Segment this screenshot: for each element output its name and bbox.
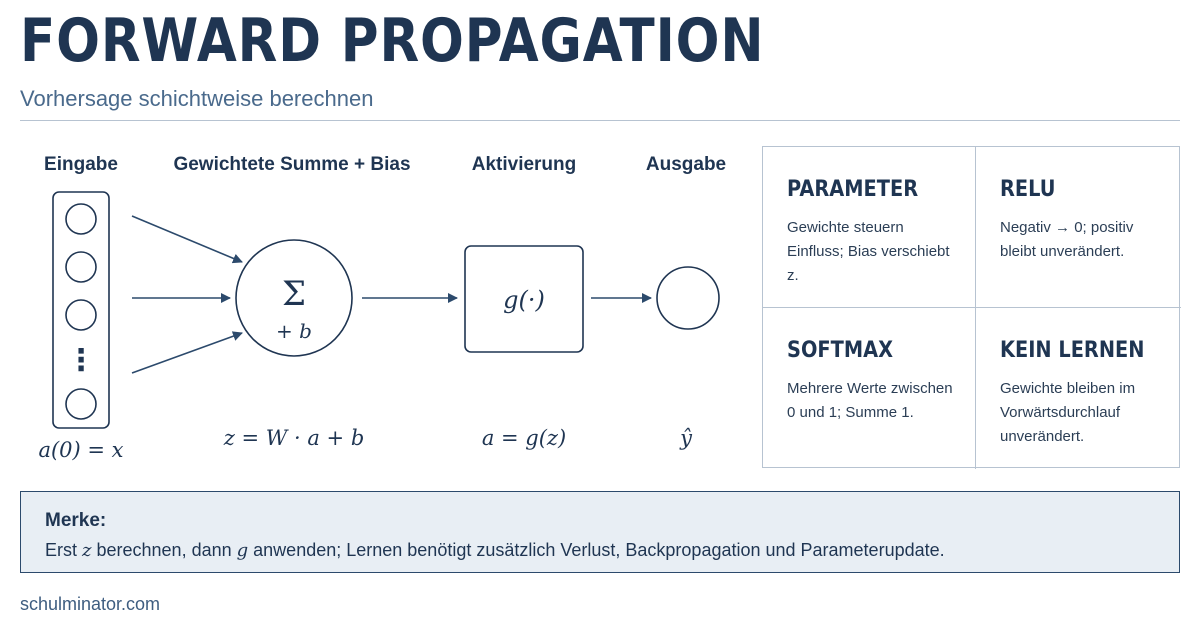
note-text [45,540,1155,561]
card-text: Mehrere Werte zwischen 0 und 1; Summe 1. [787,380,953,421]
label-weighted-sum: Gewichtete Summe + Bias [173,154,411,175]
note-text-part: berechnen, dann [91,540,237,560]
card-softmax [763,307,975,469]
formula-input: a(0) = x [38,438,124,462]
input-neuron [66,300,96,330]
card-title: RELU [1000,177,1056,202]
info-grid [762,146,1180,468]
card-title: SOFTMAX [787,338,894,363]
label-activation: Aktivierung [471,154,577,175]
page-subtitle: Vorhersage schichtweise berechnen [20,86,374,111]
formula-weighted-sum: z = W · a + b [223,426,365,450]
input-ellipsis: ⋮ [66,343,96,378]
network-diagram [0,0,760,470]
note-box [20,491,1180,573]
card-title: PARAMETER [787,177,919,202]
bias-symbol: + b [276,319,312,343]
label-output: Ausgabe [645,154,727,175]
footer-site: schulminator.com [20,594,161,614]
input-neuron [66,252,96,282]
input-neuron [66,204,96,234]
card-parameter [763,147,975,307]
formula-output: ŷ [680,426,692,450]
card-kein-lernen [975,307,1181,469]
card-text: Negativ → 0; positiv bleibt unverändert. [1000,219,1134,260]
output-neuron [657,267,719,329]
activation-symbol: g(·) [503,286,545,314]
arrow-input-3 [132,333,242,373]
note-var-g: g [236,540,249,561]
card-text: Gewichte steuern Einfluss; Bias verschiebt z. [787,219,950,284]
input-neuron [66,389,96,419]
page-title: FORWARD PROPAGATION [20,6,765,76]
note-text-part: anwenden; Lernen benötigt zusätzlich Verlust, Backpropagation und Parameterupdate. [248,540,945,560]
note-heading: Merke: [45,510,107,531]
note-var-z: z [82,540,92,561]
sum-symbol: Σ [281,274,307,314]
card-relu [975,147,1181,307]
arrow-input-1 [132,216,242,262]
card-text: Gewichte bleiben im Vorwärtsdurchlauf unverändert. [1000,380,1136,445]
input-layer-box [53,192,109,428]
label-input: Eingabe [44,154,118,175]
formula-activation: a = g(z) [481,426,567,450]
note-text-part: Erst [45,540,83,560]
card-title: KEIN LERNEN [1000,338,1145,363]
